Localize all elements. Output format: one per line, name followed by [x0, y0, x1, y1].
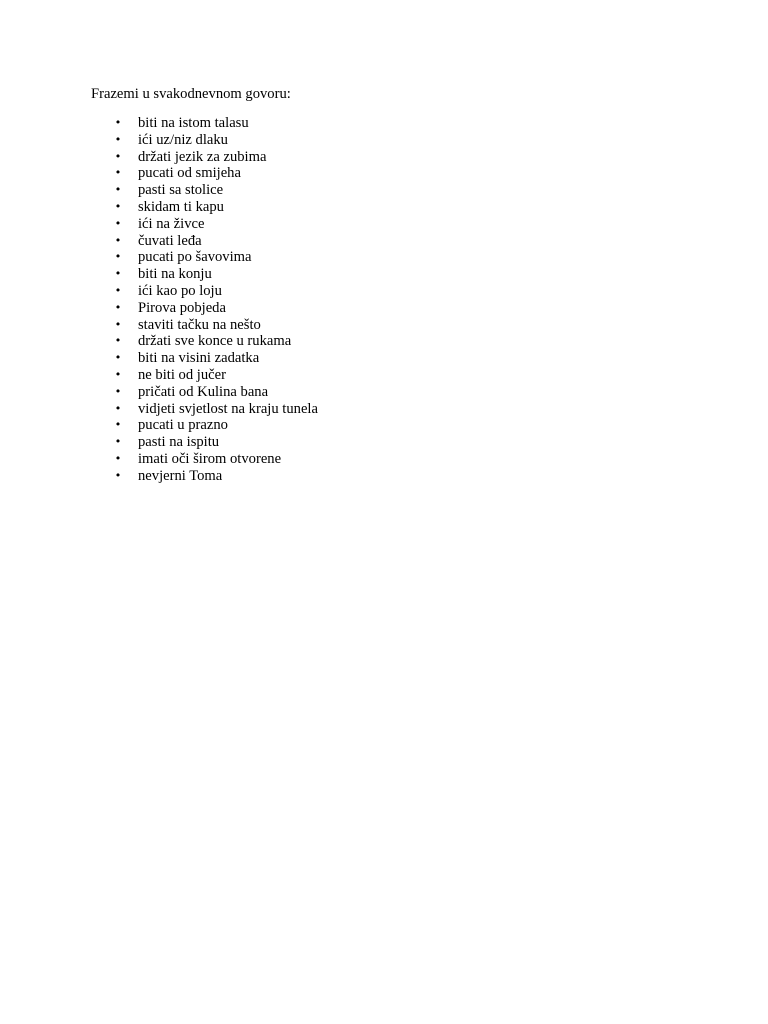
bullet-icon: • — [114, 367, 122, 381]
phrase-text: vidjeti svjetlost na kraju tunela — [138, 400, 318, 417]
bullet-icon: • — [114, 401, 122, 415]
list-item — [91, 317, 691, 334]
list-item — [91, 401, 691, 418]
bullet-icon: • — [114, 199, 122, 213]
list-item — [91, 434, 691, 451]
phrase-text: pasti sa stolice — [138, 182, 224, 199]
document-body — [91, 86, 691, 485]
phrase-text: biti na istom talasu — [138, 115, 249, 131]
document-heading: Frazemi u svakodnevnom govoru: — [91, 86, 291, 102]
phrase-list — [91, 115, 691, 485]
list-item — [91, 216, 691, 233]
phrase-text: pucati u prazno — [138, 417, 228, 434]
phrase-text: nevjerni Toma — [138, 467, 223, 484]
list-item — [91, 132, 691, 149]
phrase-text: imati oči širom otvorene — [138, 450, 282, 467]
list-item — [91, 468, 691, 485]
bullet-icon: • — [114, 183, 122, 197]
bullet-icon: • — [114, 384, 122, 398]
list-item — [91, 199, 691, 216]
bullet-icon: • — [114, 283, 122, 297]
list-item — [91, 115, 691, 132]
list-item — [91, 367, 691, 384]
bullet-icon: • — [114, 132, 122, 146]
phrase-text: pasti na ispitu — [138, 434, 220, 451]
phrase-text: čuvati leđa — [138, 232, 202, 249]
bullet-icon: • — [114, 334, 122, 348]
list-item — [91, 249, 691, 266]
phrase-text: držati jezik za zubima — [138, 148, 267, 165]
phrase-text: ići uz/niz dlaku — [138, 131, 228, 148]
list-item — [91, 417, 691, 434]
phrase-text: Pirova pobjeda — [138, 299, 226, 316]
phrase-text: ići kao po loju — [138, 282, 222, 299]
list-item — [91, 149, 691, 166]
list-item — [91, 300, 691, 317]
phrase-text: staviti tačku na nešto — [138, 316, 261, 333]
list-item — [91, 165, 691, 182]
bullet-icon: • — [114, 116, 122, 129]
list-item — [91, 266, 691, 283]
bullet-icon: • — [114, 418, 122, 432]
bullet-icon: • — [114, 468, 122, 482]
list-item — [91, 384, 691, 401]
phrase-text: ne biti od jučer — [138, 366, 226, 383]
list-item — [91, 182, 691, 199]
phrase-text: pucati po šavovima — [138, 249, 252, 266]
list-item — [91, 451, 691, 468]
phrase-text: držati sve konce u rukama — [138, 333, 292, 350]
bullet-icon: • — [114, 317, 122, 331]
bullet-icon: • — [114, 451, 122, 465]
list-item — [91, 350, 691, 367]
phrase-text: pričati od Kulina bana — [138, 383, 269, 400]
bullet-icon: • — [114, 233, 122, 247]
bullet-icon: • — [114, 300, 122, 314]
bullet-icon: • — [114, 216, 122, 230]
list-item — [91, 333, 691, 350]
bullet-icon: • — [114, 267, 122, 281]
phrase-text: biti na konju — [138, 266, 212, 283]
bullet-icon: • — [114, 149, 122, 163]
phrase-text: pucati od smijeha — [138, 165, 241, 182]
bullet-icon: • — [114, 250, 122, 264]
bullet-icon: • — [114, 166, 122, 180]
list-item — [91, 233, 691, 250]
list-item — [91, 283, 691, 300]
phrase-text: biti na visini zadatka — [138, 350, 260, 367]
phrase-text: skidam ti kapu — [138, 198, 224, 215]
phrase-text: ići na živce — [138, 215, 205, 232]
bullet-icon: • — [114, 435, 122, 449]
bullet-icon: • — [114, 351, 122, 365]
